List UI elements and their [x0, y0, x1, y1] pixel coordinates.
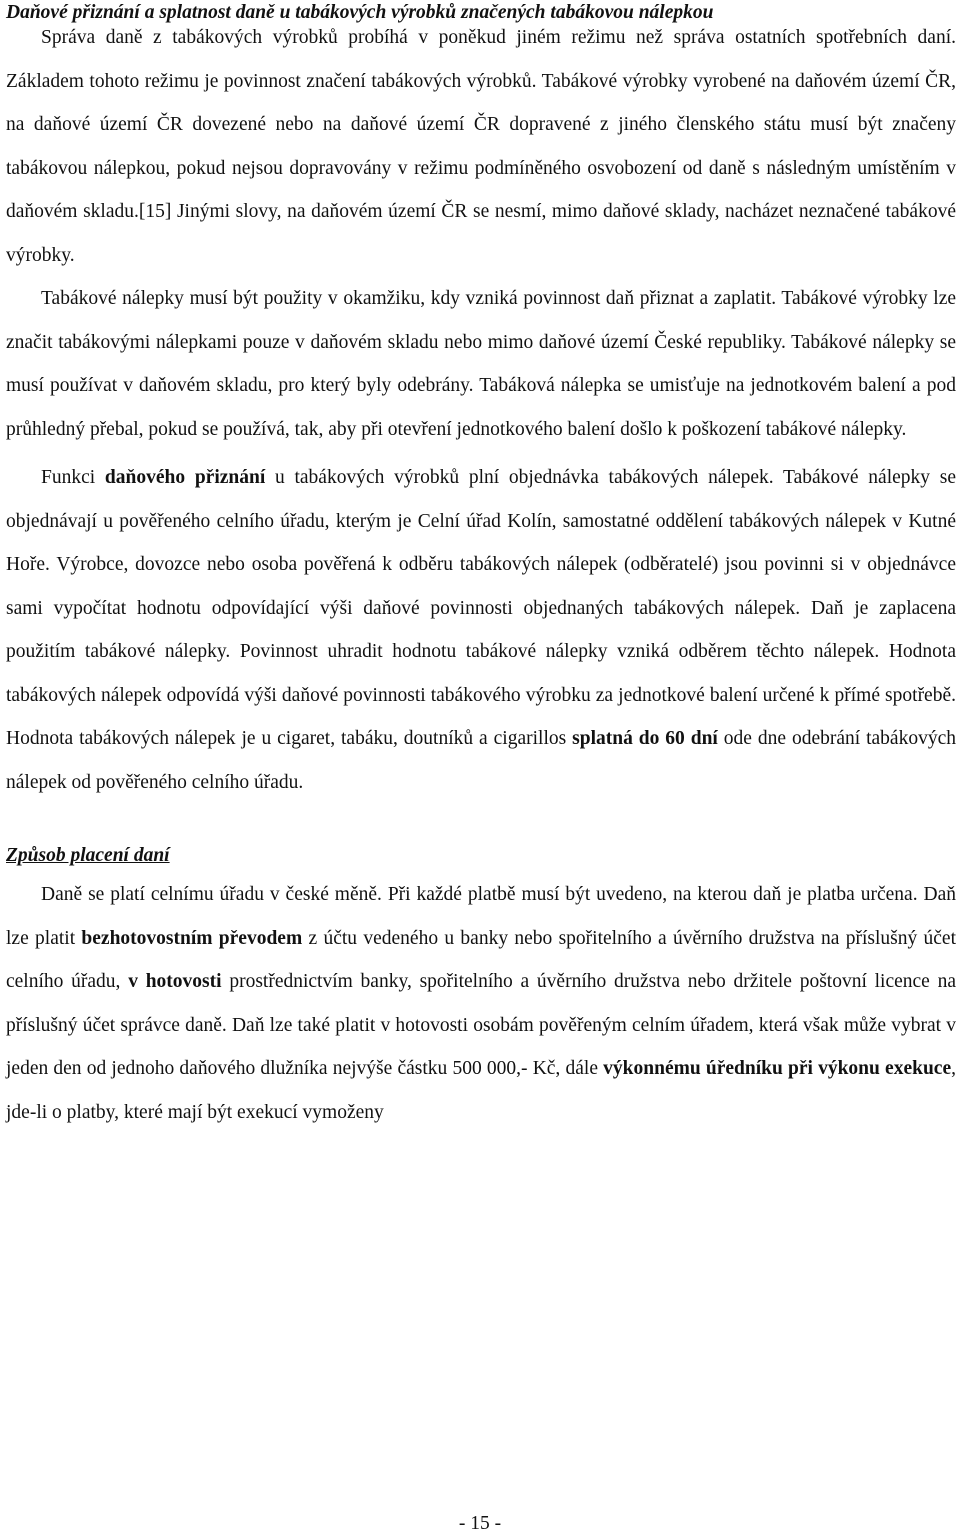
paragraph-tobacco-intro	[6, 16, 956, 277]
paragraph-text: Správa daně z tabákových výrobků probíhá v poněkud jiném režimu než správa ostatních spotřebních daní. Základem tohoto režimu je povinnost značení tabákových výrobků. Tabákové výrobky vyrobené na daňovém území ČR, na daňové území ČR dovezené nebo na daňové území ČR dopravené z jiného členského státu musí být značeny tabákovou nálepkou, pokud nejsou dopravovány v režimu podmíněného osvobození od daně s následným umístěním v daňovém skladu.[15] Jinými slovy, na daňovém území ČR se nesmí, mimo daňové sklady, nacházet neznačené tabákové výrobky.	[6, 27, 956, 266]
section-title-payment-method: Způsob placení daní	[6, 845, 170, 866]
paragraph-text: Daně se platí celnímu úřadu v české měně. Při každé platbě musí být uvedeno, na kterou daň je platba určena. Daň lze platit	[6, 884, 956, 949]
emphasis-enforcement-officer: výkonnému úředníku při výkonu exekuce	[603, 1058, 952, 1079]
document-page	[6, 0, 956, 1134]
paragraph-text: u tabákových výrobků plní objednávka tabákových nálepek. Tabákové nálepky se objednávají u pověřeného celního úřadu, kterým je Celní úřad Kolín, samostatné oddělení tabákových nálepek v Kutné Hoře. Výrobce, dovozce nebo osoba pověřená k odběru tabákových nálepek (odběratelé) jsou povinni si v objednávce sami vypočítat hodnotu odpovídající výši daňové povinnosti objednaných tabákových nálepek. Daň je zaplacena použitím tabákové nálepky. Povinnost uhradit hodnotu tabákové nálepky vzniká odběrem těchto nálepek. Hodnota tabákových nálepek odpovídá výši daňové povinnosti tabákového výrobku za jednotkové balení určené k přímé spotřebě. Hodnota tabákových nálepek je u cigaret, tabáku, doutníků a cigarillos	[6, 467, 956, 749]
paragraph-tobacco-stamps	[6, 277, 956, 451]
emphasis-due-60-days: splatná do 60 dní	[572, 728, 718, 749]
emphasis-bank-transfer: bezhotovostním převodem	[81, 927, 303, 949]
paragraph-text: Tabákové nálepky musí být použity v okamžiku, kdy vzniká povinnost daň přiznat a zaplatit. Tabákové výrobky lze značit tabákovými nálepkami pouze v daňovém skladu nebo mimo daňové území České republiky. Tabákové nálepky se musí používat v daňovém skladu, pro který byly odebrány. Tabáková nálepka se umisťuje na jednotkovém balení a pod průhledný přebal, pokud se používá, tak, aby při otevření jednotkového balení došlo k poškození tabákové nálepky.	[6, 288, 956, 440]
page-number: - 15 -	[458, 1513, 502, 1534]
emphasis-cash: v hotovosti	[128, 971, 222, 992]
emphasis-tax-return: daňového přiznání	[104, 467, 266, 488]
paragraph-text: z účtu vedeného u banky nebo spořitelního a úvěrního družstva na příslušný účet celního úřadu,	[6, 927, 956, 992]
section-title-tax-return: Daňové přiznání a splatnost daně u tabákových výrobků značených tabákovou nálepkou	[6, 2, 714, 23]
paragraph-payment-method	[6, 873, 956, 1134]
paragraph-text: ode dne odebrání tabákových nálepek od pověřeného celního úřadu.	[6, 728, 956, 793]
paragraph-text: prostřednictvím banky, spořitelního a úvěrního družstva nebo držitele poštovní licence na příslušný účet správce daně. Daň lze také platit v hotovosti osobám pověřeným celním úřadem, která však může vybrat v jeden den od jednoho daňového dlužníka nejvýše částku 500 000,- Kč, dále	[6, 971, 957, 1079]
page-footer	[0, 1513, 960, 1535]
paragraph-text: Funkci	[41, 467, 105, 488]
paragraph-text: , jde-li o platby, které mají být exekucí vymoženy	[6, 1058, 956, 1123]
paragraph-tax-return-function	[6, 456, 956, 804]
